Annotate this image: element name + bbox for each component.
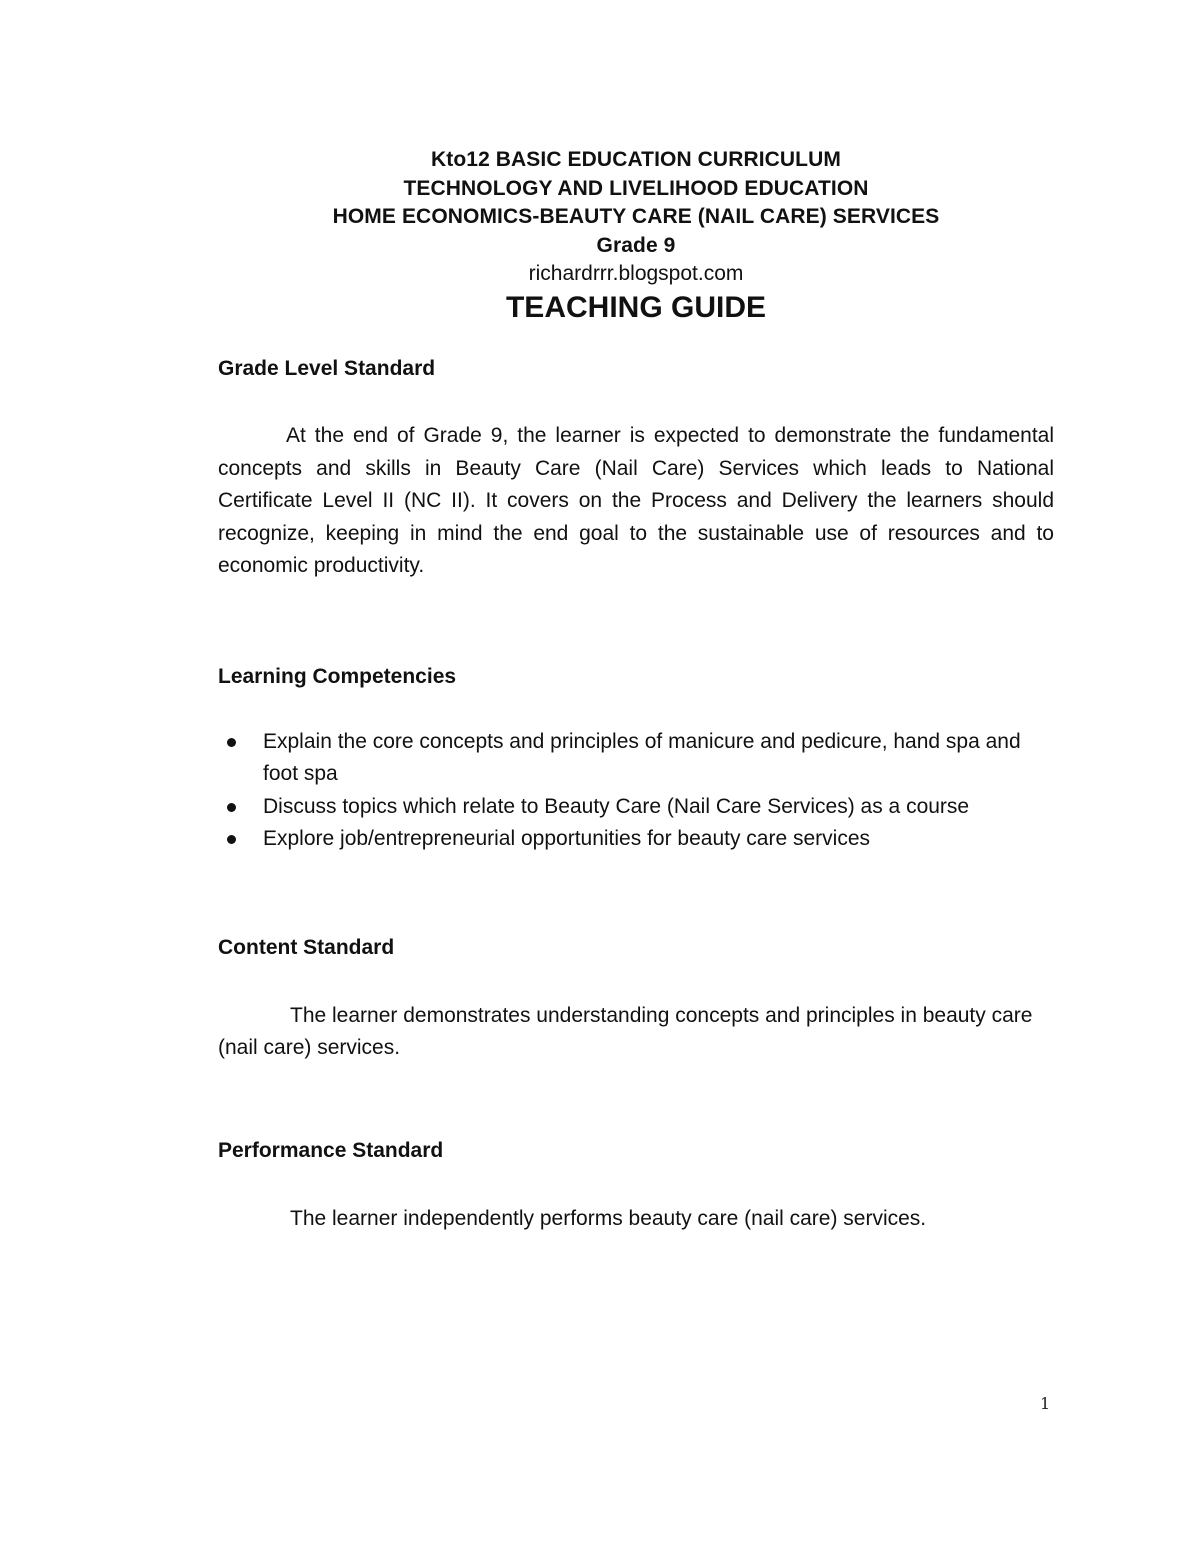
document-header: [0, 146, 1200, 326]
bullet-icon: [227, 738, 236, 747]
learning-competencies-heading: Learning Competencies: [218, 664, 457, 688]
content-standard-text: The learner demonstrates understanding concepts and principles in beauty care (nail care) services.: [218, 1003, 1033, 1059]
document-body: [218, 355, 1054, 1235]
grade-level-standard-heading: Grade Level Standard: [218, 357, 436, 380]
competency-text: Explain the core concepts and principles of manicure and pedicure, hand spa and foot spa: [263, 729, 1021, 785]
list-item: [218, 726, 1054, 791]
bullet-icon: [227, 803, 236, 812]
performance-standard-text: The learner independently performs beauty care (nail care) services.: [290, 1206, 927, 1230]
grade-title: Grade 9: [596, 233, 676, 257]
bullet-icon: [227, 835, 236, 844]
competency-text: Explore job/entrepreneurial opportunities for beauty care services: [263, 827, 871, 850]
content-standard-heading: Content Standard: [218, 935, 395, 959]
list-item: [218, 791, 1054, 824]
performance-standard-heading: Performance Standard: [218, 1138, 444, 1162]
curriculum-title: Kto12 BASIC EDUCATION CURRICULUM: [431, 148, 841, 171]
document-title: TEACHING GUIDE: [505, 290, 766, 324]
list-item: [218, 823, 1054, 856]
page-number: 1: [1040, 1394, 1051, 1413]
competency-text: Discuss topics which relate to Beauty Care (Nail Care Services) as a course: [263, 794, 970, 818]
specialization-title: HOME ECONOMICS-BEAUTY CARE (NAIL CARE) SERVICES: [332, 205, 940, 228]
subject-title: TECHNOLOGY AND LIVELIHOOD EDUCATION: [403, 176, 869, 200]
source-url: richardrrr.blogspot.com: [528, 262, 744, 285]
grade-level-standard-text: At the end of Grade 9, the learner is expected to demonstrate the fundamental concepts and skills in Beauty Care (Nail Care) Services which leads to National Certificate Level II (NC II). It covers on the Process and Delivery the learners should recognize, keeping in mind the end goal to the sustainable use of resources and to economic productivity.: [218, 424, 1054, 577]
learning-competencies-list: [218, 726, 1054, 856]
